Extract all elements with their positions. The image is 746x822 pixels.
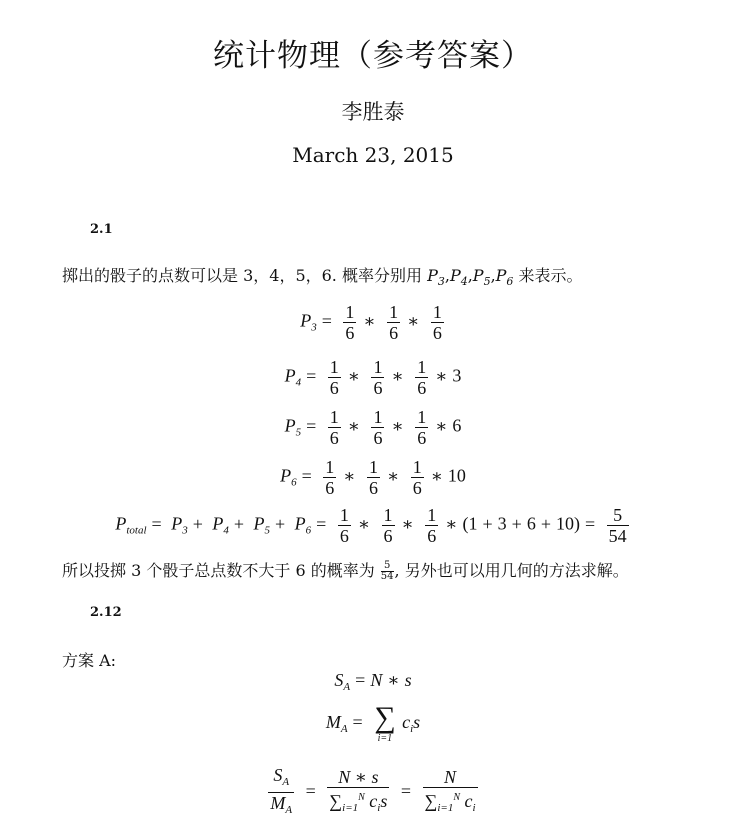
date: March 23, 2015 [292,143,454,167]
author: 李胜泰 [341,100,405,124]
equation-ratio: $\frac{S_A}{M_A}$ = $\frac{N ∗ s}{\sum_{i=1}^N c_is}$ = $\frac{N}{\sum_{i=1}^N c_i}$ [270,765,476,816]
equation-p5: $P_5$ = $\frac{1}{6}$ ∗ $\frac{1}{6}$ ∗ $\frac{1}{6}$ ∗ 6 [284,407,462,448]
equation-sa: $S_A = N$ ∗ s [334,670,412,693]
equation-p3: $P_3$ = $\frac{1}{6}$ ∗ $\frac{1}{6}$ ∗ $\frac{1}{6}$ [300,302,442,343]
section-heading-2-12: 2.12 [90,605,122,620]
equation-p4: $P_4$ = $\frac{1}{6}$ ∗ $\frac{1}{6}$ ∗ $\frac{1}{6}$ ∗ 3 [284,357,462,398]
equation-ma: $M_A$ = ∑ i=1 $c_is$ [325,701,421,744]
equation-ptotal: $P_{total} = P_3 + P_4 + P_5 + P_6$ = $\frac{1}{6}$ ∗ $\frac{1}{6}$ ∗ $\frac{1}{6}$ ∗ (1 + 3 + 6 + 10) = $\frac{5}{54}$ [115,505,627,546]
section1-intro: 掷出的骰子的点数可以是 3，4，5，6. 概率分别用 $P_3,P_4,P_5,P_6$ 来表示。 [62,266,583,288]
section-heading-2-1: 2.1 [90,222,113,237]
section1-conclusion: 所以投掷 3 个骰子总点数不大于 6 的概率为 $\frac{5}{54}$ , 另外也可以用几何的方法求解。 [62,560,629,582]
scheme-a-label: 方案 A: [62,651,117,670]
equation-p6: $P_6$ = $\frac{1}{6}$ ∗ $\frac{1}{6}$ ∗ $\frac{1}{6}$ ∗ 10 [280,457,466,498]
page-title: 统计物理（参考答案） [213,38,533,74]
